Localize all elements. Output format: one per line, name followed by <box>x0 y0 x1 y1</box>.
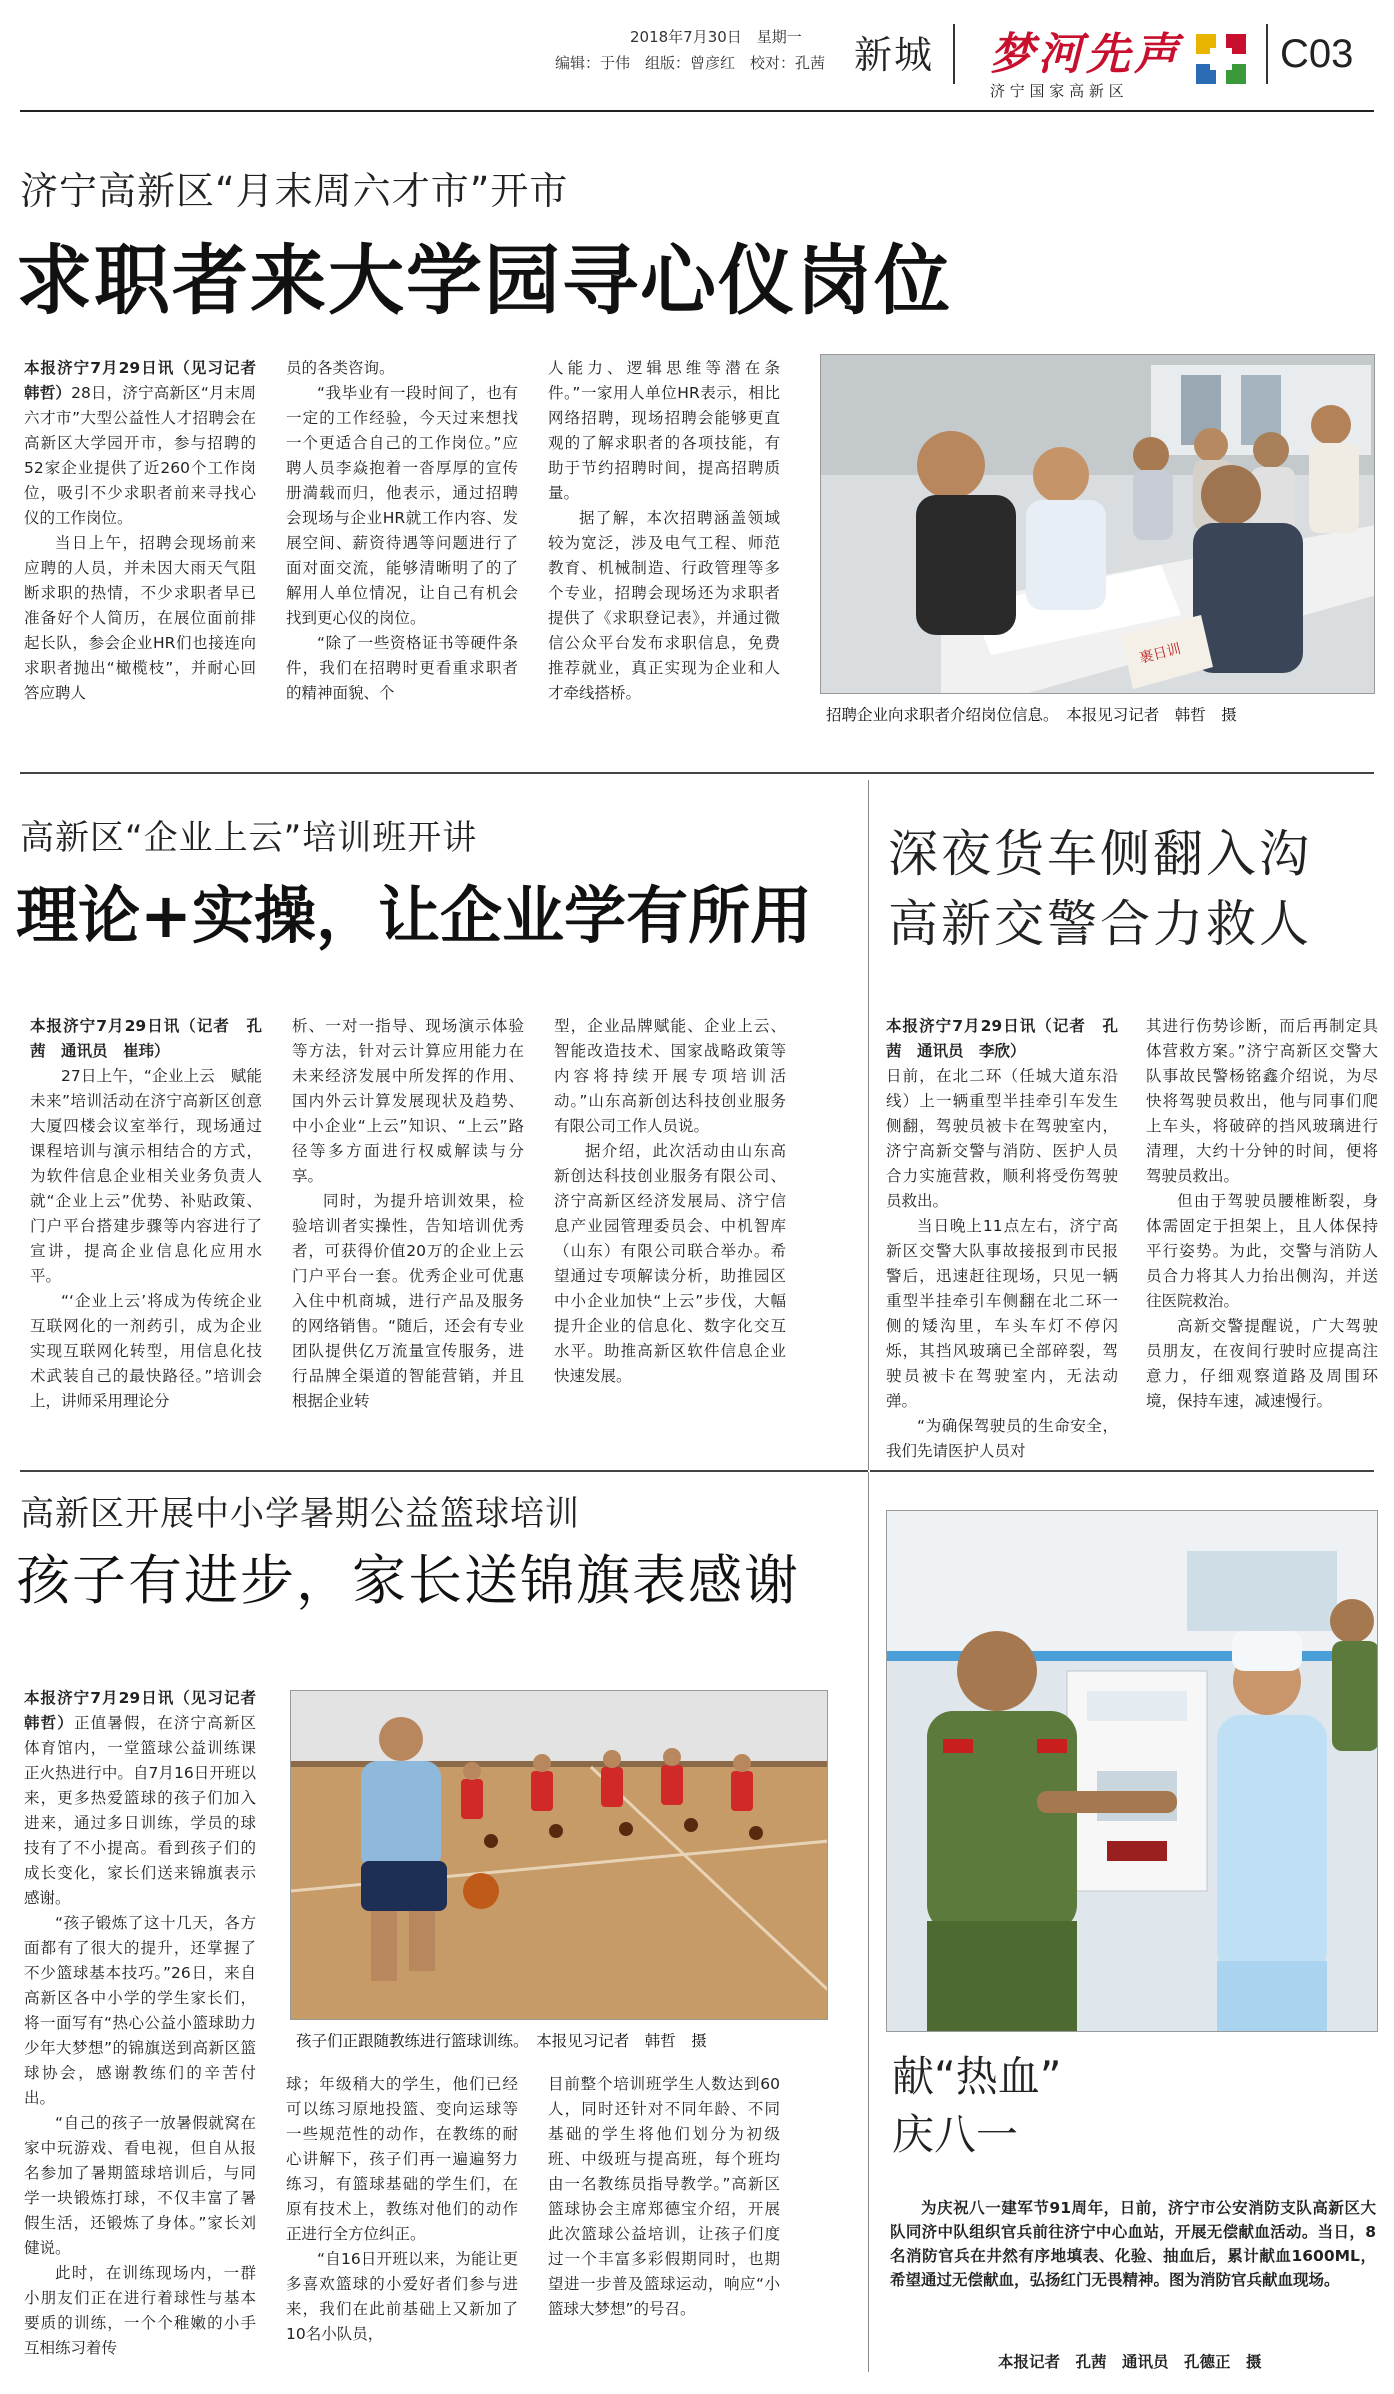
masthead-divider <box>953 24 955 84</box>
photo-credit: 本报记者 孔茜 通讯员 孔德正 摄 <box>998 2353 1262 2371</box>
article-column-2 <box>286 2072 518 2347</box>
article-headline: 理论+实操，让企业学有所用 <box>16 879 812 952</box>
name-sign: 裹日训 <box>1137 641 1183 667</box>
paragraph: 此时，在训练现场内，一群小朋友们正在进行着球性与基本要质的训练，一个个稚嫩的小手互相练习着传 <box>24 2264 256 2357</box>
masthead-rule <box>20 110 1374 112</box>
blood-donation-scene-icon <box>887 1511 1378 2032</box>
masthead-date: 2018年7月30日 星期一 <box>630 28 802 46</box>
article-column-1 <box>24 1686 272 2361</box>
article-column-1 <box>886 1014 1118 1464</box>
job-fair-scene-icon <box>821 355 1375 694</box>
paragraph: “孩子锻炼了这十几天，各方面都有了很大的提升，还掌握了不少篮球基本技巧。”26日，来自高新区各中小学的学生家长们，将一面写有“热心公益小篮球助力少年大梦想”的锦旗送到高新区篮球协会，感谢教练们的辛苦付出。 <box>24 1914 256 2107</box>
article-column-2 <box>292 1014 524 1414</box>
column-divider <box>868 780 869 1470</box>
article-headline: 庆八一 <box>892 2110 1019 2159</box>
paragraph: “自16日开班以来，为能让更多喜欢篮球的小爱好者们参与进来，我们在此前基础上又新加了10名小队员， <box>286 2250 518 2343</box>
photo-caption: 招聘企业向求职者介绍岗位信息。 本报见习记者 韩哲 摄 <box>826 706 1237 724</box>
article-byline: 本报济宁7月29日讯（记者 孔茜 通讯员 李欣） <box>886 1017 1118 1060</box>
brand-logo-text: 梦河先声 <box>990 29 1182 80</box>
article-headline: 求职者来大学园寻心仪岗位 <box>16 236 952 325</box>
column-divider <box>868 1472 869 2372</box>
article-kicker: 济宁高新区“月末周六才市”开市 <box>20 169 569 213</box>
paragraph: 28日，济宁高新区“月末周六才市”大型公益性人才招聘会在高新区大学园开市，参与招聘的52家企业提供了近260个工作岗位，吸引不少求职者前来寻找心仪的工作岗位。 <box>24 384 256 527</box>
article-byline: 本报济宁7月29日讯（见习记者 韩哲） <box>24 1689 272 1732</box>
paragraph: 其进行伤势诊断，而后再制定具体营救方案。”济宁高新区交警大队事故民警杨铭鑫介绍说，为尽快将驾驶员救出，他与同事们爬上车头，将破碎的挡风玻璃进行清理，大约十分钟的时间，便将驾驶员救出。 <box>1146 1017 1378 1185</box>
paragraph: 型，企业品牌赋能、企业上云、智能改造技术、国家战略政策等内容将持续开展专项培训活动。”山东高新创达科技创业服务有限公司工作人员说。 <box>554 1017 786 1135</box>
paragraph: 员的各类咨询。 <box>286 359 395 377</box>
paragraph: 27日上午，“企业上云 赋能未来”培训活动在济宁高新区创意大厦四楼会议室举行，现场通过课程培训与演示相结合的方式，为软件信息企业相关业务负责人就“企业上云”优势、补贴政策、门户平台搭建步骤等内容进行了宣讲，提高企业信息化应用水平。 <box>30 1067 262 1285</box>
article-byline: 本报济宁7月29日讯（见习记者 韩哲） <box>24 359 272 402</box>
paragraph: 析、一对一指导、现场演示体验等方法，针对云计算应用能力在未来经济发展中所发挥的作用、国内外云计算发展现状及趋势、中小企业“上云”知识、“上云”路径等多方面进行权威解读与分享。 <box>292 1017 524 1185</box>
article-body <box>890 2196 1376 2292</box>
paragraph: 据了解，本次招聘涵盖领域较为宽泛，涉及电气工程、师范教育、机械制造、行政管理等多个专业，招聘会现场还为求职者提供了《求职登记表》，并通过微信公众平台发布求职信息，免费推荐就业，真正实现为企业和人才牵线搭桥。 <box>548 509 780 702</box>
blood-donation-photo <box>886 1510 1378 2032</box>
paragraph: 目前整个培训班学生人数达到60人，同时还针对不同年龄、不同基础的学生将他们划分为初级班、中级班与提高班，每个班均由一名教练员指导教学。”高新区篮球协会主席郑德宝介绍，开展此次篮球公益培训，让孩子们度过一个丰富多彩假期同时，也期望进一步普及篮球运动，响应“小篮球大梦想”的号召。 <box>548 2075 780 2318</box>
paragraph: “自己的孩子一放暑假就窝在家中玩游戏、看电视，但自从报名参加了暑期篮球培训后，与同学一块锻炼打球，不仅丰富了暑假生活，还锻炼了身体。”家长刘健说。 <box>24 2114 256 2257</box>
article-byline: 本报济宁7月29日讯（记者 孔茜 通讯员 崔玮） <box>30 1017 262 1060</box>
job-fair-photo <box>820 354 1375 694</box>
paragraph: 人能力、逻辑思维等潜在条件。”一家用人单位HR表示，相比网络招聘，现场招聘会能够更直观的了解求职者的各项技能，有助于节约招聘时间，提高招聘质量。 <box>548 359 780 502</box>
paragraph: 但由于驾驶员腰椎断裂，身体需固定于担架上，且人体保持平行姿势。为此，交警与消防人员合力将其人力抬出侧沟，并送往医院救治。 <box>1146 1192 1378 1310</box>
paragraph: 为庆祝八一建军节91周年，日前，济宁市公安消防支队高新区大队同济中队组织官兵前往济宁中心血站，开展无偿献血活动。当日，8名消防官兵在井然有序地填表、化验、抽血后，累计献血1600ML，希望通过无偿献血，弘扬红门无畏精神。图为消防官兵献血现场。 <box>890 2199 1376 2289</box>
article-headline: 深夜货车侧翻入沟 <box>888 825 1312 883</box>
article-truck-rescue <box>870 780 1394 1470</box>
article-enterprise-cloud <box>0 780 870 1470</box>
article-basketball <box>0 1472 870 2394</box>
article-headline: 孩子有进步，家长送锦旗表感谢 <box>16 1549 800 1612</box>
brand-subtitle: 济 宁 国 家 高 新 区 <box>990 82 1124 100</box>
article-job-fair <box>0 120 1394 760</box>
article-headline: 献“热血” <box>892 2052 1062 2101</box>
masthead-divider-2 <box>1266 24 1268 84</box>
basketball-photo <box>290 1690 828 2020</box>
article-column-3 <box>548 356 780 706</box>
paragraph: 日前，在北二环（任城大道东沿线）上一辆重型半挂牵引车发生侧翻，驾驶员被卡在驾驶室内，济宁高新交警与消防、医护人员合力实施营救，顺利将受伤驾驶员救出。 <box>886 1067 1118 1210</box>
page-number: C03 <box>1280 32 1354 76</box>
paragraph: 正值暑假，在济宁高新区体育馆内，一堂篮球公益训练课正火热进行中。自7月16日开班以来，更多热爱篮球的孩子们加入进来，通过多日训练，学员的球技有了不小提高。看到孩子们的成长变化，家长们送来锦旗表示感谢。 <box>24 1714 256 1907</box>
paragraph: 当日晚上11点左右，济宁高新区交警大队事故接报到市民报警后，迅速赶往现场，只见一辆重型半挂牵引车侧翻在北二环一侧的矮沟里，车头车灯不停闪烁，其挡风玻璃已全部碎裂，驾驶员被卡在驾驶室内，无法动弹。 <box>886 1217 1118 1410</box>
paragraph: “我毕业有一段时间了，也有一定的工作经验，今天过来想找一个更适合自己的工作岗位。”应聘人员李焱抱着一沓厚厚的宣传册満载而归，他表示，通过招聘会现场与企业HR就工作内容、发展空间、薪资待遇等问题进行了面对面交流，能够清晰明了的了解用人单位情况，让自己有机会找到更心仪的岗位。 <box>286 384 518 627</box>
article-column-1 <box>24 356 272 706</box>
masthead <box>0 0 1394 110</box>
section-divider <box>20 772 1374 774</box>
paragraph: 高新交警提醒说，广大驾驶员朋友，在夜间行驶时应提高注意力，仔细观察道路及周围环境，保持车速，减速慢行。 <box>1146 1317 1378 1410</box>
article-column-1 <box>30 1014 262 1414</box>
paragraph: 据介绍，此次活动由山东高新创达科技创业服务有限公司、济宁高新区经济发展局、济宁信息产业园管理委员会、中机智库（山东）有限公司联合举办。希望通过专项解读分析，助推园区中小企业加快“上云”步伐，大幅提升企业的信息化、数字化交互水平。助推高新区软件信息企业快速发展。 <box>554 1142 786 1385</box>
article-column-2 <box>286 356 518 706</box>
hi-tech-zone-logo-icon <box>1192 30 1250 88</box>
paragraph: 当日上午，招聘会现场前来应聘的人员，并未因大雨天气阻断求职的热情，不少求职者早已准备好个人简历，在展位面前排起长队，参会企业HR们也接连向求职者抛出“橄榄枝”，并耐心回答应聘人 <box>24 534 256 702</box>
article-column-2 <box>1146 1014 1378 1414</box>
article-column-3 <box>554 1014 786 1389</box>
article-kicker: 高新区“企业上云”培训班开讲 <box>20 818 478 858</box>
article-column-3 <box>548 2072 780 2322</box>
masthead-editors: 编辑：于伟 组版：曾彦红 校对：孔茜 <box>555 54 826 72</box>
section-name: 新城 <box>854 33 935 77</box>
basketball-training-scene-icon <box>291 1691 828 2020</box>
paragraph: “为确保驾驶员的生命安全，我们先请医护人员对 <box>886 1417 1118 1460</box>
paragraph: “‘企业上云’将成为传统企业互联网化的一剂药引，成为企业实现互联网化转型，用信息化技术武装自己的最快路径。”培训会上，讲师采用理论分 <box>30 1292 262 1410</box>
article-blood-donation <box>870 1472 1394 2394</box>
photo-caption: 孩子们正跟随教练进行篮球训练。 本报见习记者 韩哲 摄 <box>296 2032 707 2050</box>
article-headline: 高新交警合力救人 <box>888 895 1312 953</box>
paragraph: 同时，为提升培训效果，检验培训者实操性，告知培训优秀者，可获得价值20万的企业上云门户平台一套。优秀企业可优惠入住中机商城，进行产品及服务的网络销售。“随后，还会有专业团队提供亿万流量宣传服务，进行品牌全渠道的智能营销，并且根据企业转 <box>292 1192 524 1410</box>
paragraph: 球；年级稍大的学生，他们已经可以练习原地投篮、变向运球等一些规范性的动作，在教练的耐心讲解下，孩子们再一遍遍努力练习，有篮球基础的学生们，在原有技术上，教练对他们的动作正进行全方位纠正。 <box>286 2075 518 2243</box>
article-kicker: 高新区开展中小学暑期公益篮球培训 <box>20 1494 580 1534</box>
paragraph: “除了一些资格证书等硬件条件，我们在招聘时更看重求职者的精神面貌、个 <box>286 634 518 702</box>
